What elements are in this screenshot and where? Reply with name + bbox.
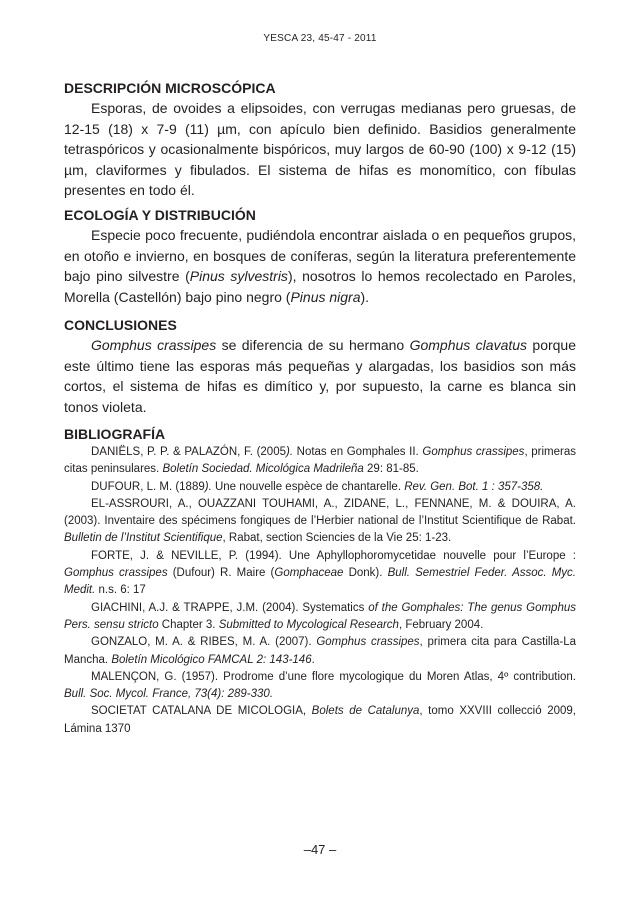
text-run: FORTE, J. & NEVILLE, P. (1994). Une Aphyllophoromycetidae nouvelle pour l’Europe : xyxy=(91,549,576,562)
italic-run: Rev. Gen. Bot. 1 : 357-358. xyxy=(404,480,544,493)
text-run: n.s. 6: 17 xyxy=(95,584,146,597)
italic-run: Gomphus clavatus xyxy=(409,337,528,353)
text-run: MALENÇON, G. (1957). Prodrome d’une flore mycologique du Moren Atlas, 4º contribution. xyxy=(91,670,576,683)
section-conclusions xyxy=(64,315,576,417)
reference-entry xyxy=(64,600,576,635)
text-run: DANIËLS, P. P. & PALAZÓN, F. (2005 xyxy=(91,446,286,458)
reference-entry xyxy=(64,634,576,669)
text-run: . xyxy=(311,653,315,666)
section-heading: BIBLIOGRAFÍA xyxy=(64,426,166,442)
text-run: , tomo XXVIII collecció 2009, Lámina 1370 xyxy=(64,705,576,735)
text-run: , Rabat, section Sciencies de la Vie 25: 1-23. xyxy=(222,532,452,545)
text-run: , February 2004. xyxy=(398,618,484,631)
reference-entry xyxy=(64,479,576,496)
running-header: YESCA 23, 45-47 - 2011 xyxy=(263,33,377,44)
italic-run: ). xyxy=(204,480,212,493)
italic-run: Bull. Semestriel Feder. Assoc. Myc. Medit. xyxy=(64,567,577,597)
text-run: Notas en Gomphales II. xyxy=(293,446,423,458)
section-microscopic-description xyxy=(64,78,576,201)
italic-run: Gomphus crassipes xyxy=(422,446,525,458)
text-run: (Dufour) R. Maire ( xyxy=(167,567,275,580)
italic-run: of the Gomphales: The genus Gomphus Pers. sensu stricto xyxy=(64,601,576,631)
section-heading: CONCLUSIONES xyxy=(64,317,177,333)
text-run: ). xyxy=(360,288,370,305)
italic-run: Gomphus crassipes xyxy=(91,337,217,353)
italic-run: Submitted to Mycological Research xyxy=(218,618,399,631)
italic-run: Gomphus crassipes xyxy=(316,636,420,649)
text-run: GONZALO, M. A. & RIBES, M. A. (2007). xyxy=(91,636,317,649)
section-heading: DESCRIPCIÓN MICROSCÓPICA xyxy=(64,80,276,96)
text-run: porque este último tiene las esporas más pequeñas y alargadas, los basidios son más cortos, el sistema de hifas es dimítico y, por supuesto, la carne es blanca sin tonos violeta. xyxy=(64,337,577,415)
reference-list xyxy=(64,444,576,738)
italic-run: Bulletin de l’Institut Scientifique xyxy=(64,532,223,545)
italic-run: Pinus nigra xyxy=(290,288,361,305)
section-bibliography xyxy=(64,424,576,738)
section-ecology-distribution xyxy=(64,205,576,307)
section-paragraph xyxy=(64,225,576,307)
italic-run: Boletín Micológico FAMCAL 2: 143-146 xyxy=(111,653,312,666)
italic-run: Bull. Soc. Mycol. France, 73(4): 289-330. xyxy=(64,688,274,701)
reference-entry xyxy=(64,703,576,738)
text-run: DUFOUR, L. M. (1889 xyxy=(91,480,205,493)
italic-run: Pinus sylvestris xyxy=(189,268,288,285)
text-run: Especie poco frecuente, pudiéndola encontrar aislada o en pequeños grupos, en otoño e invierno, en bosques de coníferas, según la literatura preferentemente bajo pino silvestre ( xyxy=(64,227,576,285)
italic-run: Gomphus crassipes xyxy=(64,567,168,580)
reference-entry xyxy=(64,444,576,479)
section-paragraph xyxy=(64,98,576,201)
text-run: Une nouvelle espèce de chantarelle. xyxy=(211,480,405,493)
text-run: , primera cita para Castilla-La Mancha. xyxy=(64,636,577,666)
reference-entry xyxy=(64,496,576,548)
section-heading: ECOLOGÍA Y DISTRIBUCIÓN xyxy=(64,207,256,223)
italic-run: ). xyxy=(285,446,294,458)
text-run: Donk). xyxy=(343,567,388,580)
text-run: Esporas, de ovoides a elipsoides, con verrugas medianas pero gruesas, de 12-15 (18) x 7-9 (11) µm, con apículo bien definido. Basidios generalmente tetraspóricos y ocasionalmente bispóricos, muy largos de 60-90 (100) x 9-12 (15) µm, claviformes y fibulados. El sistema de hifas es monomítico, con fíbulas presentes en todo él. xyxy=(64,100,576,199)
italic-run: Bolets de Catalunya xyxy=(311,705,420,718)
text-run: EL-ASSROURI, A., OUAZZANI TOUHAMI, A., ZIDANE, L., FENNANE, M. & DOUIRA, A. (2003). Inventaire des spécimens fongiques de l’Herbier national de l’Institut Scientifique de Rabat. xyxy=(64,497,576,528)
page-number: –47 – xyxy=(303,842,337,857)
text-run: SOCIETAT CATALANA DE MICOLOGIA, xyxy=(91,705,312,718)
text-run: , primeras citas peninsulares. xyxy=(64,446,576,476)
italic-run: Gomphaceae xyxy=(274,567,344,580)
text-run: Chapter 3. xyxy=(158,618,219,631)
text-run: 29: 81-85. xyxy=(363,463,419,476)
reference-entry xyxy=(64,669,576,704)
italic-run: Boletín Sociedad. Micológica Madrileña xyxy=(162,463,364,476)
document-page xyxy=(64,0,576,906)
text-run: ), nosotros lo hemos recolectado en Paroles, Morella (Castellón) bajo pino negro ( xyxy=(64,268,577,305)
text-run: GIACHINI, A.J. & TRAPPE, J.M. (2004). Systematics xyxy=(91,601,369,614)
section-paragraph xyxy=(64,335,576,417)
text-run: se diferencia de su hermano xyxy=(216,337,410,353)
reference-entry xyxy=(64,548,576,600)
